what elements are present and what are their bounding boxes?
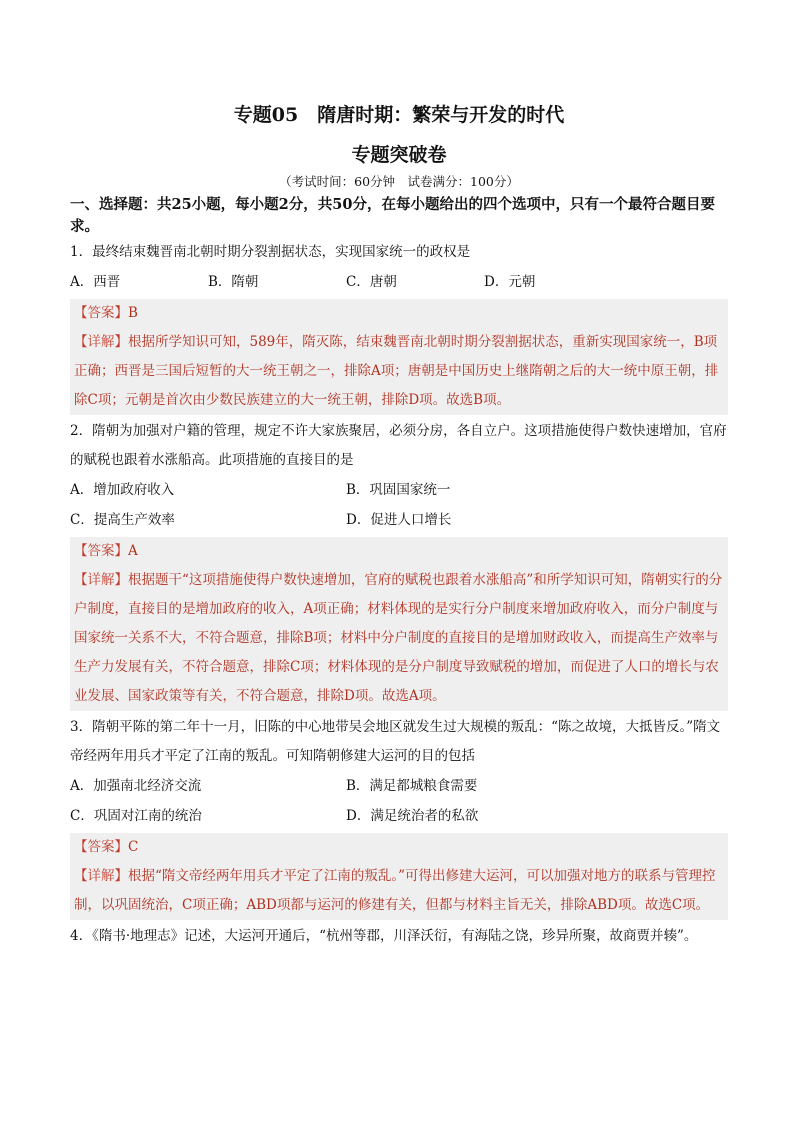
question-3 [70, 713, 728, 920]
option-c: C．巩固对江南的统治 [70, 808, 202, 824]
answer-box [70, 299, 728, 415]
answer-value: A [128, 543, 138, 559]
option-d: D．元朝 [484, 274, 536, 290]
section-heading: 一、选择题：共25小题，每小题2分，共50分，在每小题给出的四个选项中，只有一个最符合题目要求。 [70, 196, 715, 235]
detail-line [70, 862, 728, 920]
question-stem: 1．最终结束魏晋南北朝时期分裂割据状态，实现国家统一的政权是 [70, 244, 471, 260]
detail-label: 【详解】 [74, 868, 128, 884]
option-c: C．提高生产效率 [70, 512, 175, 528]
option-d: D．促进人口增长 [346, 512, 452, 528]
exam-info: （考试时间：60分钟 试卷满分：100分） [279, 174, 519, 189]
page-title: 专题05 隋唐时期：繁荣与开发的时代 [233, 104, 565, 126]
detail-line [70, 566, 728, 711]
option-a: A．加强南北经济交流 [70, 778, 202, 794]
question-1 [70, 238, 728, 415]
option-row [70, 771, 728, 801]
question-4 [70, 922, 728, 951]
page-subtitle: 专题突破卷 [351, 144, 447, 166]
option-d: D．满足统治者的私欲 [346, 808, 479, 824]
detail-text: 根据题干“这项措施使得户数快速增加，官府的赋税也跟着水涨船高”和所学知识可知，隋朝实行的分户制度，直接目的是增加政府的收入，A项正确；材料体现的是实行分户制度来增加政府收入，而分户制度与国家统一关系不大，不符合题意，排除B项；材料中分户制度的直接目的是增加财政收入，而提高生产效率与生产力发展有关，不符合题意，排除C项；材料体现的是分户制度导致赋税的增加，而促进了人口的增长与农业发展、国家政策等有关，不符合题意，排除D项。故选A项。 [74, 572, 723, 704]
answer-label: 【答案】 [74, 839, 128, 855]
question-stem: 2．隋朝为加强对户籍的管理，规定不许大家族聚居，必须分房，各自立户。这项措施使得户数快速增加，官府的赋税也跟着水涨船高。此项措施的直接目的是 [70, 423, 727, 468]
document-page [70, 96, 728, 951]
answer-line [70, 299, 728, 328]
detail-label: 【详解】 [74, 572, 128, 588]
answer-label: 【答案】 [74, 305, 128, 321]
option-row [70, 505, 728, 535]
detail-text: 根据所学知识可知，589年，隋灭陈，结束魏晋南北朝时期分裂割据状态，重新实现国家统一，B项正确；西晋是三国后短暂的大一统王朝之一，排除A项；唐朝是中国历史上继隋朝之后的大一统中原王朝，排除C项；元朝是首次由少数民族建立的大一统王朝，排除D项。故选B项。 [74, 334, 719, 408]
option-b: B．巩固国家统一 [346, 482, 451, 498]
option-a: A．西晋 [70, 274, 121, 290]
answer-label: 【答案】 [74, 543, 128, 559]
answer-line [70, 833, 728, 862]
answer-value: C [128, 839, 139, 855]
question-stem: 3．隋朝平陈的第二年十一月，旧陈的中心地带吴会地区就发生过大规模的叛乱：“陈之故境，大抵皆反。”隋文帝经两年用兵才平定了江南的叛乱。可知隋朝修建大运河的目的包括 [70, 719, 721, 764]
question-2 [70, 417, 728, 711]
detail-label: 【详解】 [74, 334, 128, 350]
answer-box [70, 833, 728, 920]
detail-line [70, 328, 728, 415]
answer-line [70, 537, 728, 566]
question-stem: 4．《隋书·地理志》记述，大运河开通后，“杭州等郡，川泽沃衍，有海陆之饶，珍异所聚，故商贾并辏”。 [70, 928, 698, 944]
answer-value: B [128, 305, 138, 321]
option-c: C．唐朝 [346, 274, 397, 290]
answer-box [70, 537, 728, 711]
option-b: B．满足都城粮食需要 [346, 778, 478, 794]
option-row [70, 475, 728, 505]
option-b: B．隋朝 [208, 274, 259, 290]
option-row [70, 267, 728, 297]
option-a: A．增加政府收入 [70, 482, 175, 498]
option-row [70, 801, 728, 831]
detail-text: 根据“隋文帝经两年用兵才平定了江南的叛乱。”可得出修建大运河，可以加强对地方的联系与管理控制，以巩固统治，C项正确；ABD项都与运河的修建有关，但都与材料主旨无关，排除ABD项。故选C项。 [74, 868, 716, 913]
